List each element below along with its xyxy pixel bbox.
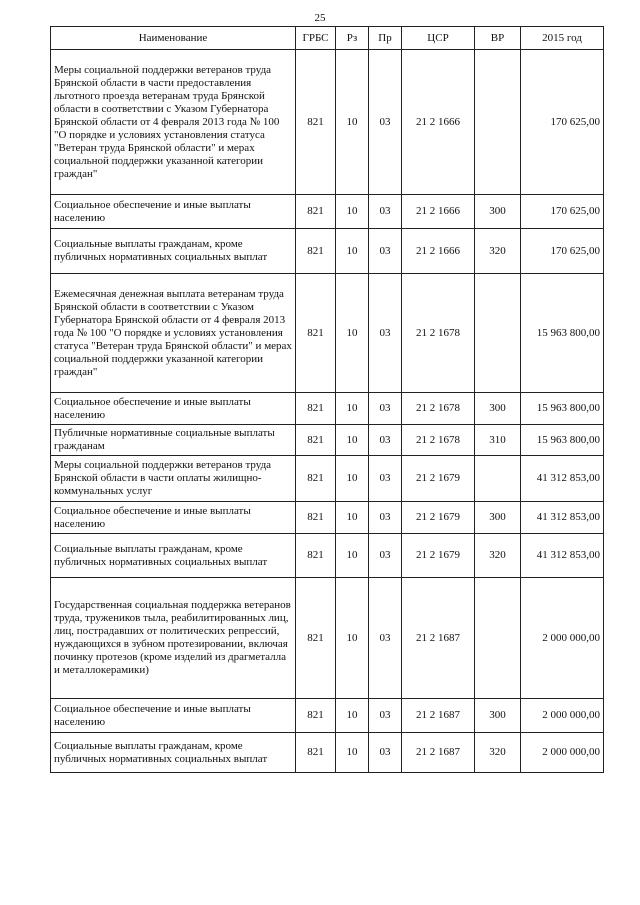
row-csr: 21 2 1666 (402, 229, 475, 274)
row-name: Меры социальной поддержки ветеранов труда Брянской области в части предоставления льготного проезда ветеранам труда Брянской области в соответствии с Указом Губернатора Брянской области от 4 февраля 2013 года № 100 "О порядке и условиях установления статуса "Ветеран труда Брянской области" и мерах социальной поддержки указанной категории граждан" (51, 50, 296, 195)
row-name: Социальные выплаты гражданам, кроме публичных нормативных социальных выплат (51, 534, 296, 578)
row-rz: 10 (336, 578, 369, 699)
row-vr: 300 (475, 699, 521, 733)
row-csr: 21 2 1666 (402, 50, 475, 195)
row-amount: 41 312 853,00 (521, 534, 604, 578)
row-grbs: 821 (296, 50, 336, 195)
row-amount: 41 312 853,00 (521, 456, 604, 502)
row-name: Социальное обеспечение и иные выплаты населению (51, 393, 296, 425)
row-csr: 21 2 1687 (402, 699, 475, 733)
row-rz: 10 (336, 50, 369, 195)
row-vr: 300 (475, 195, 521, 229)
row-pr: 03 (369, 274, 402, 393)
row-csr: 21 2 1679 (402, 456, 475, 502)
table-row (51, 274, 604, 393)
row-grbs: 821 (296, 699, 336, 733)
table-row (51, 50, 604, 195)
row-name: Государственная социальная поддержка ветеранов труда, тружеников тыла, реабилитированных лиц, лиц, пострадавших от политических репрессий, нуждающихся в зубном протезировании, включая починку протезов (кроме изделий из драгметалла и металлокерамики) (51, 578, 296, 699)
row-vr (475, 50, 521, 195)
page-number: 25 (314, 12, 326, 24)
row-csr: 21 2 1678 (402, 393, 475, 425)
row-csr: 21 2 1679 (402, 502, 475, 534)
row-grbs: 821 (296, 425, 336, 456)
row-pr: 03 (369, 229, 402, 274)
row-csr: 21 2 1687 (402, 578, 475, 699)
row-rz: 10 (336, 274, 369, 393)
row-amount: 41 312 853,00 (521, 502, 604, 534)
row-name: Меры социальной поддержки ветеранов труда Брянской области в части оплаты жилищно-коммунальных услуг (51, 456, 296, 502)
table-row (51, 456, 604, 502)
row-pr: 03 (369, 578, 402, 699)
row-pr: 03 (369, 699, 402, 733)
header-grbs: ГРБС (296, 27, 336, 50)
row-name: Социальное обеспечение и иные выплаты населению (51, 195, 296, 229)
row-pr: 03 (369, 502, 402, 534)
row-name: Ежемесячная денежная выплата ветеранам труда Брянской области в соответствии с Указом Губернатора Брянской области от 4 февраля 2013 года № 100 "О порядке и условиях установления статуса "Ветеран труда Брянской области" и мерах социальной поддержки указанной категории граждан" (51, 274, 296, 393)
table-row (51, 195, 604, 229)
row-name: Социальное обеспечение и иные выплаты населению (51, 502, 296, 534)
row-vr (475, 456, 521, 502)
row-name: Социальные выплаты гражданам, кроме публичных нормативных социальных выплат (51, 733, 296, 773)
row-pr: 03 (369, 456, 402, 502)
row-grbs: 821 (296, 534, 336, 578)
row-amount: 2 000 000,00 (521, 733, 604, 773)
row-pr: 03 (369, 534, 402, 578)
row-amount: 15 963 800,00 (521, 274, 604, 393)
row-grbs: 821 (296, 502, 336, 534)
table-row (51, 578, 604, 699)
table-row (51, 699, 604, 733)
row-name: Социальные выплаты гражданам, кроме публичных нормативных социальных выплат (51, 229, 296, 274)
row-rz: 10 (336, 229, 369, 274)
row-csr: 21 2 1679 (402, 534, 475, 578)
row-rz: 10 (336, 699, 369, 733)
row-vr (475, 578, 521, 699)
row-grbs: 821 (296, 578, 336, 699)
row-rz: 10 (336, 502, 369, 534)
row-grbs: 821 (296, 195, 336, 229)
header-pr: Пр (369, 27, 402, 50)
row-rz: 10 (336, 195, 369, 229)
table-header-row (51, 27, 604, 50)
row-rz: 10 (336, 733, 369, 773)
row-amount: 2 000 000,00 (521, 578, 604, 699)
table-row (51, 502, 604, 534)
table-row (51, 393, 604, 425)
row-pr: 03 (369, 733, 402, 773)
row-vr: 320 (475, 534, 521, 578)
row-vr: 300 (475, 393, 521, 425)
row-amount: 2 000 000,00 (521, 699, 604, 733)
row-vr: 310 (475, 425, 521, 456)
row-pr: 03 (369, 195, 402, 229)
row-csr: 21 2 1687 (402, 733, 475, 773)
row-csr: 21 2 1666 (402, 195, 475, 229)
row-vr: 300 (475, 502, 521, 534)
row-csr: 21 2 1678 (402, 274, 475, 393)
row-pr: 03 (369, 425, 402, 456)
table-row (51, 733, 604, 773)
row-grbs: 821 (296, 456, 336, 502)
row-grbs: 821 (296, 393, 336, 425)
row-vr: 320 (475, 229, 521, 274)
row-amount: 15 963 800,00 (521, 393, 604, 425)
row-vr: 320 (475, 733, 521, 773)
table-row (51, 534, 604, 578)
row-amount: 15 963 800,00 (521, 425, 604, 456)
header-name: Наименование (51, 27, 296, 50)
row-amount: 170 625,00 (521, 229, 604, 274)
row-grbs: 821 (296, 229, 336, 274)
row-rz: 10 (336, 456, 369, 502)
header-vr: ВР (475, 27, 521, 50)
row-rz: 10 (336, 425, 369, 456)
row-pr: 03 (369, 50, 402, 195)
header-rz: Рз (336, 27, 369, 50)
row-rz: 10 (336, 534, 369, 578)
budget-table (50, 26, 604, 773)
row-rz: 10 (336, 393, 369, 425)
row-amount: 170 625,00 (521, 50, 604, 195)
row-name: Публичные нормативные социальные выплаты гражданам (51, 425, 296, 456)
row-vr (475, 274, 521, 393)
row-pr: 03 (369, 393, 402, 425)
header-year: 2015 год (521, 27, 604, 50)
row-csr: 21 2 1678 (402, 425, 475, 456)
table-row (51, 229, 604, 274)
row-grbs: 821 (296, 733, 336, 773)
row-grbs: 821 (296, 274, 336, 393)
table-row (51, 425, 604, 456)
row-name: Социальное обеспечение и иные выплаты населению (51, 699, 296, 733)
header-csr: ЦСР (402, 27, 475, 50)
row-amount: 170 625,00 (521, 195, 604, 229)
